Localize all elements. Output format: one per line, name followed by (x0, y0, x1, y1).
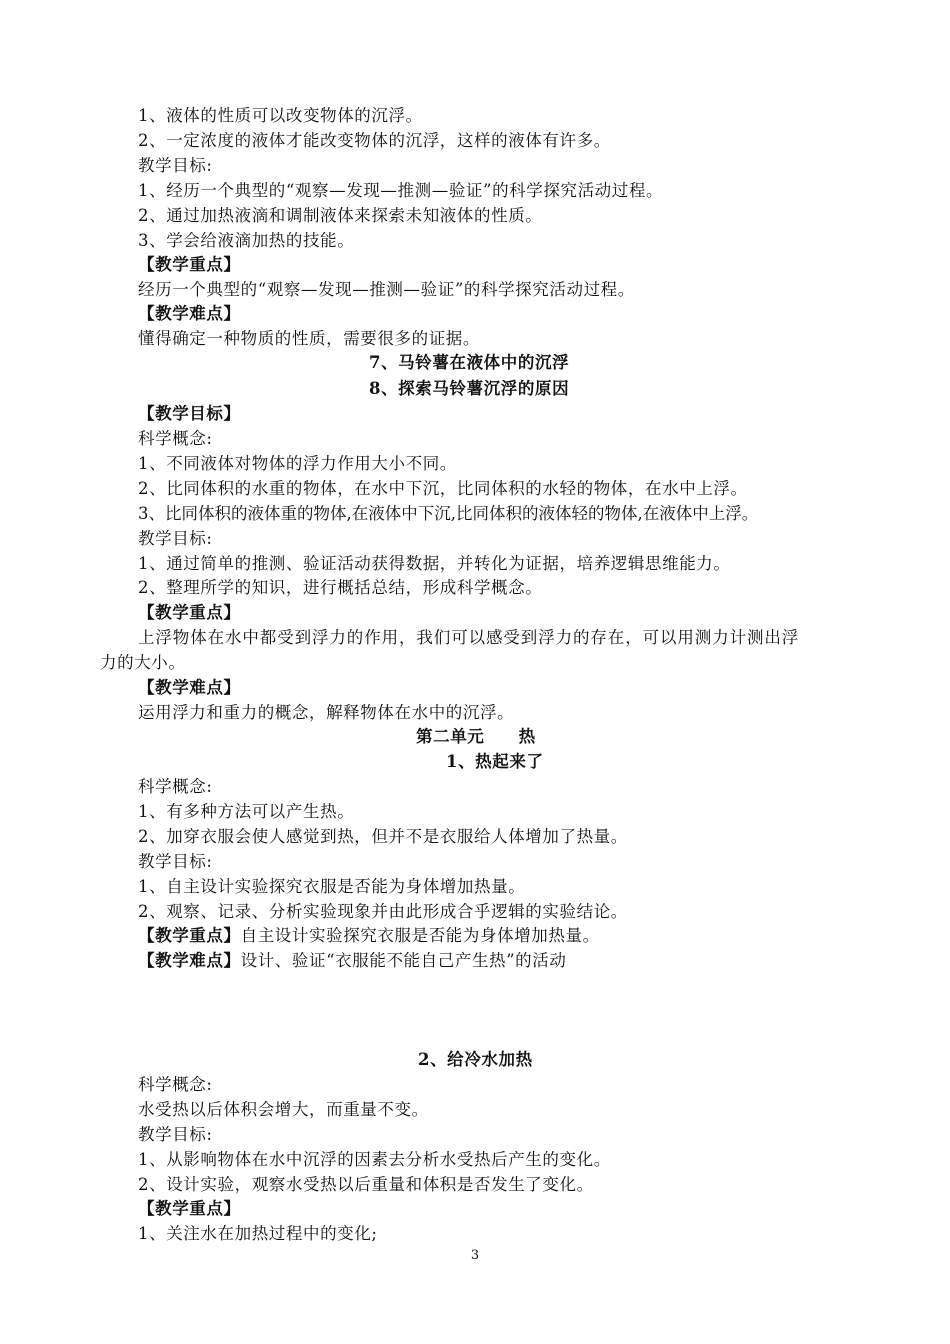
section-heading: 【教学重点】 (138, 255, 241, 274)
text-line: 2、比同体积的水重的物体，在水中下沉，比同体积的水轻的物体，在水中上浮。 (138, 479, 748, 498)
text-line: 力的大小。 (100, 653, 186, 672)
section-heading: 【教学难点】 (138, 304, 241, 323)
text-line: 科学概念: (138, 1075, 213, 1094)
lesson-title: 8、探索马铃薯沉浮的原因 (369, 379, 570, 398)
text-line: 1、关注水在加热过程中的变化; (138, 1224, 378, 1243)
text-line: 教学目标: (138, 156, 213, 175)
text-line: 1、有多种方法可以产生热。 (138, 802, 355, 821)
text-line: 懂得确定一种物质的性质，需要很多的证据。 (138, 329, 480, 348)
lesson-title: 1、热起来了 (446, 752, 544, 771)
text-line: 1、通过简单的推测、验证活动获得数据，并转化为证据，培养逻辑思维能力。 (138, 554, 731, 573)
inline-text: 设计、验证“衣服能不能自己产生热”的活动 (240, 951, 567, 970)
text-line (138, 949, 566, 973)
section-heading: 【教学目标】 (138, 404, 241, 423)
text-line: 2、设计实验，观察水受热以后重量和体积是否发生了变化。 (138, 1175, 594, 1194)
unit-title: 第二单元 热 (416, 727, 536, 746)
text-line: 2、一定浓度的液体才能改变物体的沉浮，这样的液体有许多。 (138, 131, 611, 150)
text-line: 上浮物体在水中都受到浮力的作用，我们可以感受到浮力的存在，可以用测力计测出浮 (138, 628, 800, 647)
text-line: 1、自主设计实验探究衣服是否能为身体增加热量。 (138, 877, 526, 896)
text-line: 科学概念: (138, 429, 213, 448)
text-line: 水受热以后体积会增大，而重量不变。 (138, 1100, 429, 1119)
page-number: 3 (470, 1248, 480, 1263)
lesson-title: 2、给冷水加热 (418, 1050, 533, 1069)
text-line: 运用浮力和重力的概念，解释物体在水中的沉浮。 (138, 703, 515, 722)
section-heading: 【教学难点】 (138, 678, 241, 697)
lesson-title: 7、马铃薯在液体中的沉浮 (369, 353, 570, 372)
section-heading: 【教学重点】 (138, 1199, 241, 1218)
text-line: 经历一个典型的“观察—发现—推测—验证”的科学探究活动过程。 (138, 280, 635, 299)
text-line (138, 924, 600, 948)
text-line: 2、观察、记录、分析实验现象并由此形成合乎逻辑的实验结论。 (138, 902, 628, 921)
section-heading: 【教学重点】 (138, 926, 241, 945)
text-line: 教学目标: (138, 529, 213, 548)
text-line: 3、比同体积的液体重的物体,在液体中下沉,比同体积的液体轻的物体,在液体中上浮。 (138, 504, 759, 523)
section-heading: 【教学重点】 (138, 603, 241, 622)
text-line: 1、液体的性质可以改变物体的沉浮。 (138, 106, 423, 125)
text-line: 教学目标: (138, 1125, 213, 1144)
inline-text: 自主设计实验探究衣服是否能为身体增加热量。 (240, 926, 600, 945)
text-line: 1、从影响物体在水中沉浮的因素去分析水受热后产生的变化。 (138, 1150, 611, 1169)
text-line: 2、通过加热液滴和调制液体来探索未知液体的性质。 (138, 206, 543, 225)
text-line: 2、整理所学的知识，进行概括总结，形成科学概念。 (138, 578, 543, 597)
text-line: 2、加穿衣服会使人感觉到热，但并不是衣服给人体增加了热量。 (138, 827, 628, 846)
text-line: 1、不同液体对物体的浮力作用大小不同。 (138, 454, 457, 473)
text-line: 3、学会给液滴加热的技能。 (138, 231, 355, 250)
text-line: 教学目标: (138, 852, 213, 871)
section-heading: 【教学难点】 (138, 951, 241, 970)
text-line: 1、经历一个典型的“观察—发现—推测—验证”的科学探究活动过程。 (138, 181, 664, 200)
text-line: 科学概念: (138, 777, 213, 796)
